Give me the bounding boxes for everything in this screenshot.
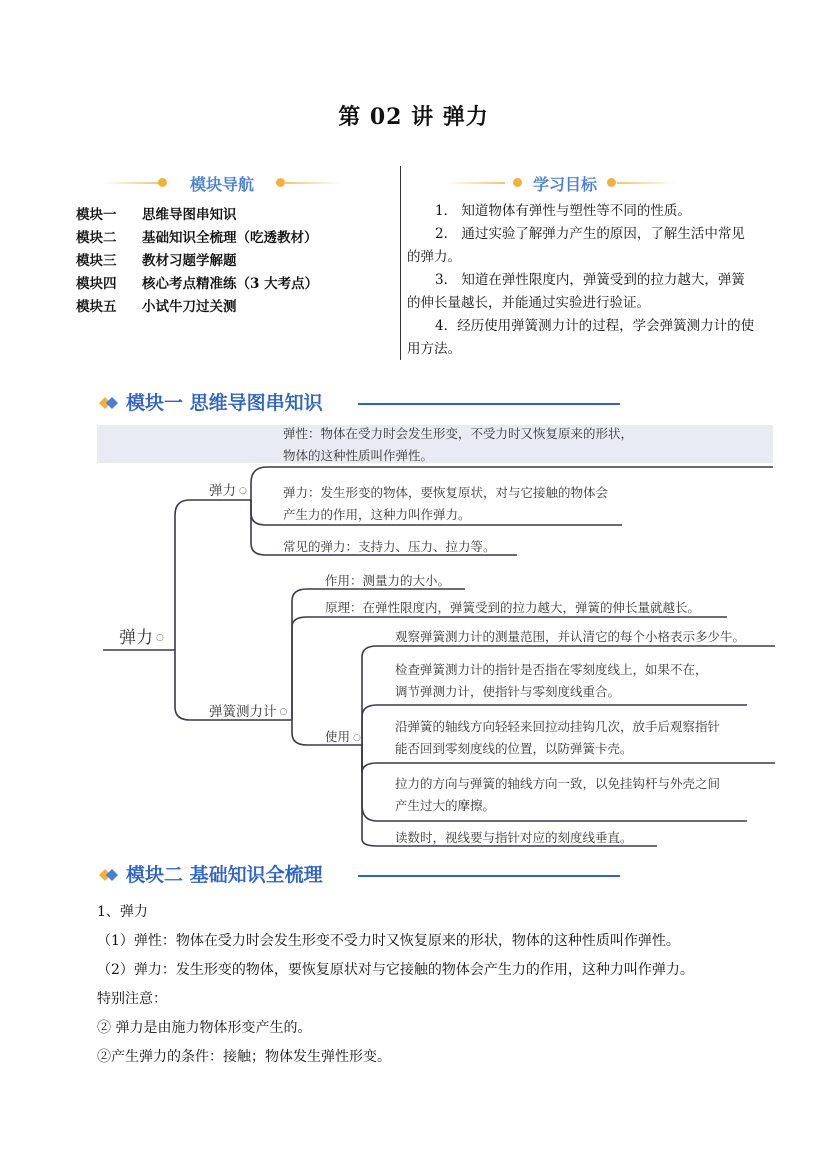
node-text: 弹性：物体在受力时会发生形变，不受力时又恢复原来的形状， bbox=[283, 426, 634, 441]
module-text: 小试牛刀过关测 bbox=[142, 299, 237, 315]
mind-map-root bbox=[119, 623, 164, 648]
section-title: 模块一 思维导图串知识 bbox=[126, 392, 323, 414]
knowledge-body bbox=[97, 898, 777, 1072]
section-rule bbox=[358, 875, 620, 877]
module-nav-item[interactable] bbox=[76, 203, 376, 226]
module-text: 基础知识全梳理（吃透教材） bbox=[142, 230, 318, 246]
collapse-icon[interactable]: ○ bbox=[239, 486, 247, 496]
node-text: 拉力的方向与弹簧的轴线方向一致，以免挂钩杆与外壳之间 bbox=[395, 776, 721, 791]
node-pull-test bbox=[395, 716, 720, 760]
page-title: 第 02 讲 弹力 bbox=[338, 104, 489, 130]
node-common-forces: 常见的弹力：支持力、压力、拉力等。 bbox=[283, 539, 496, 554]
module-nav-list bbox=[76, 203, 376, 318]
goal-item: 3． 知道在弹性限度内，弹簧受到的拉力越大，弹簧的伸长量越长，并能通过实验进行验证。 bbox=[407, 272, 745, 311]
branch-elastic-force bbox=[209, 479, 247, 499]
node-text: 弹力：发生形变的物体，要恢复原状，对与它接触的物体会 bbox=[283, 485, 609, 500]
body-line: （1）弹性：物体在受力时会发生形变不受力时又恢复原来的形状，物体的这种性质叫作弹性。 bbox=[97, 933, 680, 949]
section-rule bbox=[358, 403, 620, 405]
module-text: 思维导图串知识 bbox=[142, 207, 237, 223]
collapse-icon[interactable]: ○ bbox=[156, 633, 164, 643]
module-no: 模块三 bbox=[76, 253, 117, 269]
node-text: 物体的这种性质叫作弹性。 bbox=[283, 448, 434, 463]
node-text: 检查弹簧测力计的指针是否指在零刻度线上，如果不在， bbox=[395, 662, 708, 677]
body-line: 特别注意： bbox=[97, 991, 167, 1007]
mind-map bbox=[97, 425, 775, 850]
double-diamond-icon bbox=[98, 866, 120, 884]
section-heading-1 bbox=[98, 388, 628, 418]
section-heading-2 bbox=[98, 860, 628, 890]
node-function: 作用：测量力的大小。 bbox=[325, 573, 451, 588]
section-title: 模块二 基础知识全梳理 bbox=[126, 864, 323, 886]
module-nav-item[interactable] bbox=[76, 249, 376, 272]
module-nav-item[interactable] bbox=[76, 272, 376, 295]
root-label: 弹力 bbox=[119, 628, 153, 648]
node-elasticity bbox=[283, 423, 633, 467]
node-principle: 原理：在弹性限度内，弹簧受到的拉力越大，弹簧的伸长量就越长。 bbox=[325, 600, 701, 615]
body-line: （2）弹力：发生形变的物体，要恢复原状对与它接触的物体会产生力的作用，这种力叫作弹力。 bbox=[97, 962, 694, 978]
learning-goals-heading bbox=[445, 170, 685, 196]
module-text: 教材习题学解题 bbox=[142, 253, 237, 269]
module-nav-item[interactable] bbox=[76, 226, 376, 249]
branch-label: 弹力 bbox=[209, 483, 236, 499]
learning-goals-list bbox=[407, 200, 757, 361]
module-no: 模块一 bbox=[76, 207, 117, 223]
module-nav-title: 模块导航 bbox=[189, 175, 254, 194]
body-line: ②产生弹力的条件：接触；物体发生弹性形变。 bbox=[97, 1049, 391, 1065]
node-reading: 读数时，视线要与指针对应的刻度线垂直。 bbox=[395, 830, 633, 845]
goal-item: 1． 知道物体有弹性与塑性等不同的性质。 bbox=[435, 203, 691, 219]
goal-item: 2． 通过实验了解弹力产生的原因，了解生活中常见的弹力。 bbox=[407, 226, 745, 265]
module-text: 核心考点精准练（3 大考点） bbox=[142, 276, 319, 292]
node-text: 调节弹测力计，使指针与零刻度线重合。 bbox=[395, 684, 621, 699]
collapse-icon[interactable]: ○ bbox=[279, 707, 288, 717]
node-text: 能否回到零刻度线的位置，以防弹簧卡壳。 bbox=[395, 741, 633, 756]
node-direction bbox=[395, 773, 720, 817]
module-nav-item[interactable] bbox=[76, 295, 376, 318]
branch-label: 弹簧测力计 bbox=[209, 704, 277, 720]
branch-label: 使用 bbox=[325, 729, 351, 744]
node-text: 沿弹簧的轴线方向轻轻来回拉动挂钩几次，放手后观察指针 bbox=[395, 719, 721, 734]
node-check-range: 观察弹簧测力计的测量范围，并认清它的每个小格表示多少牛。 bbox=[395, 629, 746, 644]
node-check-zero bbox=[395, 659, 708, 703]
branch-dynamometer bbox=[209, 700, 287, 720]
column-divider bbox=[400, 166, 401, 360]
collapse-icon[interactable]: ○ bbox=[353, 732, 361, 743]
module-no: 模块二 bbox=[76, 230, 117, 246]
body-line: 1、弹力 bbox=[97, 904, 148, 920]
module-no: 模块五 bbox=[76, 299, 117, 315]
module-nav-heading bbox=[102, 170, 342, 196]
goal-item: 4．经历使用弹簧测力计的过程，学会弹簧测力计的使用方法。 bbox=[407, 318, 755, 357]
node-force-definition bbox=[283, 482, 608, 526]
learning-goals-title: 学习目标 bbox=[532, 175, 597, 194]
module-no: 模块四 bbox=[76, 276, 117, 292]
body-line: ② 弹力是由施力物体形变产生的。 bbox=[97, 1020, 312, 1036]
node-text: 产生过大的摩擦。 bbox=[395, 798, 496, 813]
double-diamond-icon bbox=[98, 394, 120, 412]
branch-use bbox=[325, 727, 361, 745]
node-text: 产生力的作用，这种力叫作弹力。 bbox=[283, 507, 471, 522]
